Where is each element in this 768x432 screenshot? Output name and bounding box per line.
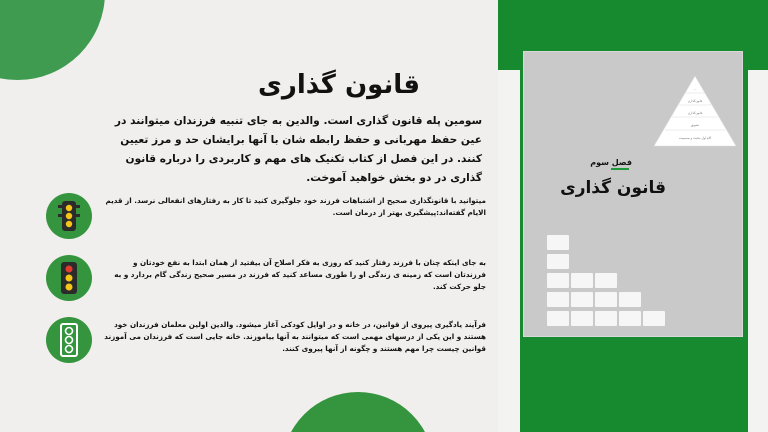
stair-block (643, 311, 665, 326)
icon-circle (46, 193, 92, 239)
stair-block (547, 273, 569, 288)
intro-paragraph: سومین پله قانون گذاری است. والدین به جای تنبیه فرزندان میتوانند در عین حفظ مهربانی و حفظ رابطه شان با آنها برایشان حد و مرز تعیین کنند. در این فصل از کتاب تکنیک های مهم و کاربردی را درباره قانون گذاری در دو بخش خواهید آموخت. (114, 115, 482, 184)
pyramid-level-1: ... (693, 87, 697, 91)
stair-block (595, 273, 617, 288)
stair-block (547, 292, 569, 307)
stair-block (571, 311, 593, 326)
stair-block (571, 273, 593, 288)
traffic-light-green-icon (46, 193, 92, 239)
list-item (46, 317, 494, 363)
list-item (46, 193, 494, 239)
pyramid-level-4: تشویق (690, 123, 700, 127)
decorative-circle-bottom (282, 392, 434, 432)
list-item-text: فرآیند یادگیری پیروی از قوانین، در خانه و در اوایل کودکی آغاز میشود. والدین اولین معلمان فرزندان خود هستند و این یکی از درسهای مهمی است که میتوانند به آنها بیاموزند. خانه جایی است که فرزندان می آموزند قوانین چیست چرا مهم هستند و چگونه از آنها پیروی کنند. (104, 320, 486, 353)
book-title: قانون گذاری (560, 178, 666, 198)
list-item-text: به جای اینکه چنان با فرزند رفتار کنید که روزی به فکر اصلاح آن بیفتید از همان ابتدا به نفع خودتان و فرزندتان است که زمینه ی زندگی او را طوری مساعد کنید که فرزند در مسیر صحیح زندگی گام بردارد و به جلو حرکت کند. (114, 258, 486, 291)
stair-block (571, 292, 593, 307)
list-item (46, 255, 494, 301)
pyramid-level-3: قانون‌گذاری (687, 111, 703, 115)
stair-block (595, 292, 617, 307)
pyramid-level-2: قانون‌گذاری (687, 99, 703, 103)
stair-block (547, 311, 569, 326)
stair-block (547, 235, 569, 250)
stair-block (619, 292, 641, 307)
panel-strip-left (498, 70, 520, 432)
traffic-light-red-icon (46, 255, 92, 301)
decorative-circle-top-left (0, 0, 105, 80)
traffic-light-outline-icon (46, 317, 92, 363)
chapter-label: فصل سوم (590, 158, 632, 167)
icon-circle (46, 255, 92, 301)
stair-block (547, 254, 569, 269)
panel-strip-right (748, 70, 768, 432)
chapter-accent-line (611, 168, 629, 170)
icon-circle (46, 317, 92, 363)
list-item-text: میتوانید با قانونگذاری صحیح از اشتباهات فرزند خود جلوگیری کنید تا کار به رفتارهای انفعالی نرسد. از قدیم الایام گفته‌اند:پیشگیری بهتر از درمان است. (105, 196, 486, 217)
page-title: قانون گذاری (258, 70, 420, 100)
pyramid-level-5: گام اول محبت و صمیمیت (678, 136, 712, 140)
stair-block (595, 311, 617, 326)
stair-block (619, 311, 641, 326)
